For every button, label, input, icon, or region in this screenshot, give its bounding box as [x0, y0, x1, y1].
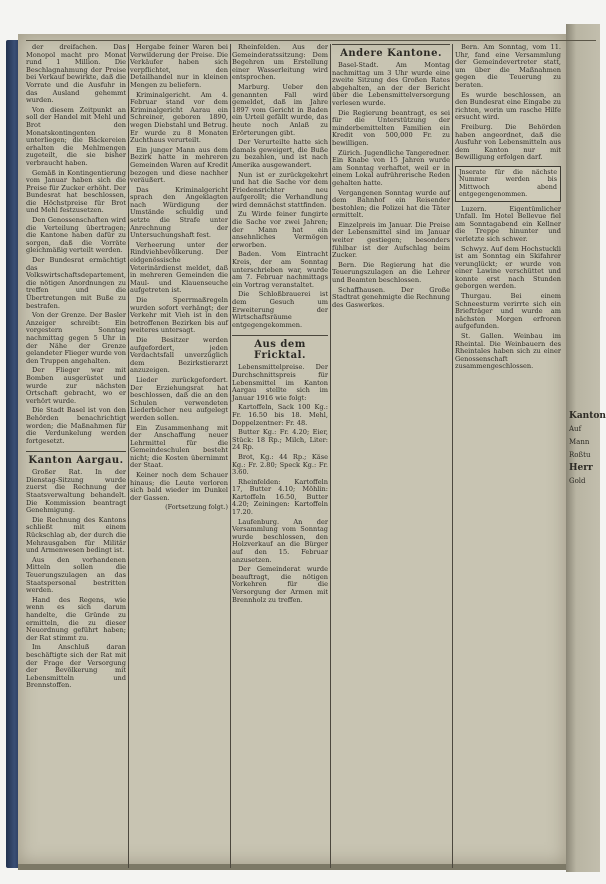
article-paragraph: Bern. Die Regierung hat die Teuerungszulagen an die Lehrer und Beamten beschlossen.	[332, 260, 450, 285]
section-header-andere-kantone: Andere Kantone.	[332, 44, 450, 59]
article-paragraph: Thurgau. Bei einem Schneesturm verirrte sich ein Briefträger und wurde am nächsten Morgen erfroren aufgefunden.	[455, 292, 561, 331]
article-paragraph: Die Rechnung des Kantons schließt mit einem Rückschlag ab, der durch die Mehrausgaben für Militär und Armenwesen bedingt ist.	[26, 515, 126, 555]
article-paragraph: St. Gallen. Weinbau im Rheintal. Die Weinbauern des Rheintales haben sich zu einer Genossenschaft zusammengeschlossen.	[455, 332, 561, 371]
article-paragraph: Vergangenen Sonntag wurde auf dem Bahnhof ein Reisender bestohlen; die Polizei hat die Täter ermittelt.	[332, 188, 450, 220]
next-page-fragment: Roßtu	[569, 451, 591, 459]
column-rule	[128, 44, 129, 868]
article-paragraph: Im Anschluß daran beschäftigte sich der Rat mit der Frage der Versorgung der Bevölkerung mit Lebensmitteln und Brennstoffen.	[26, 643, 126, 690]
article-paragraph: Zürich. Jugendliche Tangeredner. Ein Knabe von 15 Jahren wurde am Sonntag verhaftet, weil er in einem Lokal aufrührerische Reden gehalten hatte.	[332, 148, 450, 187]
next-page-edge	[566, 24, 606, 872]
column-1	[26, 44, 126, 868]
column-rule	[452, 44, 453, 868]
article-paragraph: Die Sperrmaßregeln wurden sofort verhängt; der Verkehr mit Vieh ist in den betroffenen Bezirken bis auf weiteres untersagt.	[130, 296, 228, 335]
next-page-fragment: Auf	[569, 425, 582, 433]
article-paragraph: Der Verurteilte hatte sich damals geweigert, die Buße zu bezahlen, und ist nach Amerika ausgewandert.	[232, 138, 328, 169]
article-paragraph: Rheinfelden: Kartoffeln 17, Butter 4.10; Möhlin: Kartoffeln 16.50, Butter 4.20; Zeiningen: Kartoffeln 17.20.	[232, 477, 328, 517]
article-paragraph: Es wurde beschlossen, an den Bundesrat eine Eingabe zu richten, worin um rasche Hilfe ersucht wird.	[455, 90, 561, 122]
article-paragraph: Gemäß in Kontingentierung vom Januar haben sich die Preise für Zucker erhöht. Der Bundesrat hat beschlossen, die Höchstpreise für Brot und Mehl festzusetzen.	[26, 168, 126, 215]
article-paragraph: der dreifachen. Das Monopol macht pro Monat rund 1 Million. Die Beschlagnahmung der Preise bei Verkauf bewirkte, daß die Vorrate und die Ausfuhr in das Ausland gehemmt wurden.	[26, 43, 126, 105]
column-5	[455, 44, 561, 868]
article-paragraph: Nun ist er zurückgekehrt und hat die Sache vor dem Friedensrichter neu aufgerollt; die Verhandlung wird demnächst stattfinden.	[232, 170, 328, 209]
article-paragraph: Rheinfelden. Aus der Gemeinderatssitzung: Dem Begehren um Erstellung einer Wasserleitung wird entsprochen.	[232, 43, 328, 82]
article-paragraph: Schaffhausen. Der Große Stadtrat genehmigte die Rechnung des Gaswerkes.	[332, 285, 450, 309]
article-paragraph: Ein junger Mann aus dem Bezirk hatte in mehreren Gemeinden Waren auf Kredit bezogen und diese nachher veräußert.	[130, 145, 228, 185]
article-paragraph: Freiburg. Die Behörden haben angeordnet, daß die Ausfuhr von Lebensmitteln aus dem Kanton nur mit Bewilligung erfolgen darf.	[455, 122, 561, 162]
article-paragraph: Kriminalgericht. Am 4. Februar stand vor dem Kriminalgericht Aarau ein Schreiner, geboren 1890, wegen Diebstahl und Betrug. Er wurde zu 8 Monaten Zuchthaus verurteilt.	[130, 90, 228, 145]
section-header-kanton-aargau: Kanton Aargau.	[26, 451, 126, 466]
next-page-fragment: Kanton	[569, 411, 606, 421]
next-page-fragment: Mann	[569, 438, 590, 446]
top-rule	[26, 40, 596, 41]
article-paragraph: Butter Kg.: Fr. 4.20; Eier, Stück: 18 Rp.; Milch, Liter: 24 Rp.	[232, 428, 328, 452]
column-2	[130, 44, 228, 868]
article-paragraph: Aus den vorhandenen Mitteln sollen die Teuerungszulagen an das Staatspersonal bestritten werden.	[26, 555, 126, 595]
article-paragraph: Baden. Vom Eintracht Kreis, der am Sonntag unterschrieben war, wurde am 7. Februar nachmittags ein Vortrag veranstaltet.	[232, 250, 328, 289]
article-paragraph: Zu Wirde feiner fungirte die Sache vor zwei Jahren; der Mann hat ein ansehnliches Vermögen erworben.	[232, 210, 328, 249]
article-paragraph: Ein Zusammenhang mit der Anschaffung neuer Lehrmittel für die Gemeindeschulen besteht nicht; die Kosten übernimmt der Staat.	[130, 423, 228, 470]
article-paragraph: Hand des Regens, wie wenn es sich darum handelte, die Gründe zu ermitteln, die zu dieser Neuordnung geführt haben; der Rat stimmt zu.	[26, 595, 126, 642]
article-paragraph: Der Flieger war mit Bomben ausgerüstet und wurde zur nächsten Ortschaft gebracht, wo er verhört wurde.	[26, 366, 126, 405]
article-paragraph: Der Gemeinderat wurde beauftragt, die nötigen Vorkehren für die Versorgung der Armen mit Brennholz zu treffen.	[232, 565, 328, 604]
article-paragraph: Brot, Kg.: 44 Rp.; Käse Kg.: Fr. 2.80; Speck Kg.: Fr. 3.60.	[232, 452, 328, 477]
article-paragraph: Laufenburg. An der Versammlung vom Sonntag wurde beschlossen, den Holzverkauf an die Bürger auf den 15. Februar anzusetzen.	[232, 517, 328, 564]
column-rule	[330, 44, 331, 868]
article-paragraph: Bern. Am Sonntag, vom 11. Uhr, fand eine Versammlung der Gemeindevertreter statt, um über die Maßnahmen gegen die Teuerung zu beraten.	[455, 43, 561, 89]
column-rule	[230, 44, 231, 868]
article-paragraph: Von diesem Zeitpunkt an soll der Handel mit Mehl und Brot den Monatskontingenten unterliegen; die Bäckereien erhalten die Mehlmengen zugeteilt, die sie bisher verbraucht haben.	[26, 105, 126, 167]
article-paragraph: Verheerung unter der Rindviehbevölkerung. Der eidgenössische Veterinärdienst meldet, daß in mehreren Gemeinden die Maul- und Klauenseuche aufgetreten ist.	[130, 240, 228, 295]
article-paragraph: Die Stadt Basel ist von den Behörden benachrichtigt worden; die Maßnahmen für die Verdunkelung werden fortgesetzt.	[26, 406, 126, 445]
article-paragraph: Die Besitzer werden aufgefordert, jeden Verdachtsfall unverzüglich dem Bezirkstierarzt anzuzeigen.	[130, 335, 228, 375]
article-paragraph: Kartoffeln, Sack 100 Kg.: Fr. 16.50 bis 18. Mehl, Doppelzentner: Fr. 48.	[232, 403, 328, 427]
article-paragraph: Lebensmittelpreise. Der Durchschnittspreis für Lebensmittel im Kanton Aargau stellte sich im Januar 1916 wie folgt:	[232, 363, 328, 402]
notice-box: Jnserate für die nächste Nummer werden bis Mittwoch abend entgegengenommen.	[455, 166, 561, 202]
column-3	[232, 44, 328, 868]
article-paragraph: Schwyz. Auf dem Hochstuckli ist am Sonntag ein Skifahrer verunglückt; er wurde von einer Lawine verschüttet und konnte erst nach Stunden geborgen werden.	[455, 244, 561, 291]
article-paragraph: Der Bundesrat ermächtigt das Volkswirtschaftsdepartement, die nötigen Anordnungen zu treffen und die Übertretungen mit Buße zu bestrafen.	[26, 256, 127, 310]
article-paragraph: Großer Rat. In der Dienstag-Sitzung wurde zuerst die Rechnung der Staatsverwaltung behandelt. Die Kommission beantragt Genehmigung.	[26, 468, 126, 515]
column-4	[332, 44, 450, 868]
article-paragraph: Marburg. Ueber den genannten Fall wird gemeldet, daß im Jahre 1897 vom Gericht in Baden ein Urteil gefällt wurde, das heute noch Anlaß zu Erörterungen gibt.	[232, 82, 328, 137]
article-paragraph: Hergabe feiner Waren bei Verwilderung der Preise. Die Verkäufer haben sich verpflichtet, den Detailhandel nur in kleinen Mengen zu beliefern.	[130, 43, 228, 89]
article-paragraph: Basel-Stadt. Am Montag nachmittag um 3 Uhr wurde eine zweite Sitzung des Großen Rates abgehalten, an der der Bericht über die Lebensmittelversorgung verlesen wurde.	[332, 61, 450, 107]
article-paragraph: Lieder zurückgefordert. Der Erziehungsrat hat beschlossen, daß die an den Schulen verwendeten Liederbücher neu aufgelegt werden sollen.	[130, 375, 228, 422]
next-page-fragment: Herr	[569, 463, 593, 473]
continuation-note: (Fortsetzung folgt.)	[165, 503, 228, 512]
section-header-fricktal: Aus dem Fricktal.	[232, 335, 328, 361]
article-paragraph: Die Regierung beantragt, es sei für die Unterstützung der minderbemittelten Familien ein Kredit von 500,000 Fr. zu bewilligen.	[332, 108, 450, 147]
article-paragraph: Luzern. Eigentümlicher Unfall. Im Hotel Bellevue fiel am Sonntagabend ein Kellner die Treppe hinunter und verletzte sich schwer.	[455, 204, 561, 243]
article-paragraph: Keiner noch dem Schauer hinaus; die Leute verloren sich bald wieder im Dunkel der Gassen.	[130, 471, 228, 502]
article-paragraph: Von der Grenze. Der Basler Anzeiger schreibt: Ein vorgestern Sonntag nachmittag gegen 5 Uhr in der Nähe der Grenze gelandeter Flieger wurde von den Truppen angehalten.	[26, 311, 126, 365]
article-paragraph: Den Genossenschaften wird die Verteilung übertragen; die Kantone haben dafür zu sorgen, daß die Vorräte gleichmäßig verteilt werden.	[26, 216, 126, 255]
article-paragraph: Die Schloßbrauerei ist dem Gesuch um Erweiterung der Wirtschaftsräume entgegengekommen.	[232, 290, 328, 329]
next-page-fragment: Gold	[569, 477, 586, 485]
article-paragraph: Einzelpreis im Januar. Die Preise der Lebensmittel sind im Januar weiter gestiegen; besonders fühlbar ist der Aufschlag beim Zucker.	[332, 220, 450, 260]
article-paragraph: Das Kriminalgericht sprach den Angeklagten nach Würdigung der Umstände schuldig und setzte die Strafe unter Anrechnung der Untersuchungshaft fest.	[130, 185, 228, 240]
